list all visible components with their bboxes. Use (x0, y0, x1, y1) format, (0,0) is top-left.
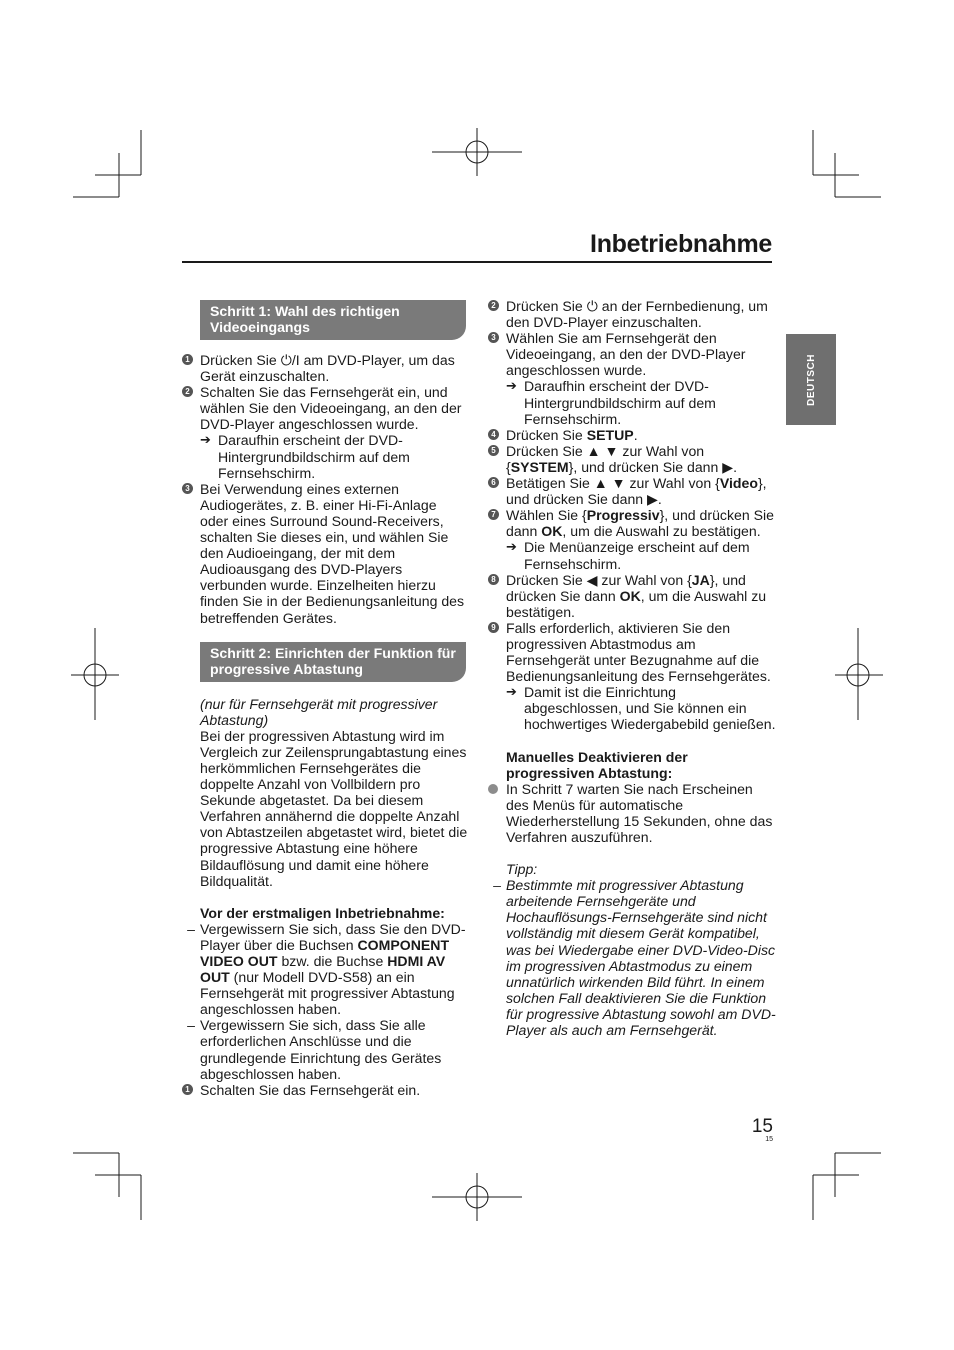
language-tab (786, 334, 836, 425)
power-icon: ⏻/I (280, 352, 300, 368)
page-number: 15 (751, 1116, 773, 1137)
step-number-badge: 6 (488, 477, 499, 488)
s1-step-3: 3 Bei Verwendung eines externen Audiogerätes, z. B. einer Hi-Fi-Anlage oder eines Surround Sound-Receivers, schalten Sie dieses ein, und wählen Sie den Audioeingang, der mit dem Audioausgang des DVD-Players verbunden wurde. Einzelheiten hierzu finden Sie in der Bedienungsanleitung des betreffenden Gerätes. (182, 481, 468, 626)
s2-step-7-result: ➔ Die Menüanzeige erscheint auf dem Fernsehschirm. (506, 539, 750, 572)
requirement-item: – Vergewissern Sie sich, dass Sie alle erforderlichen Anschlüsse und die grundlegende Einrichtung des Gerätes abgeschlossen haben. (187, 1017, 442, 1082)
left-column (182, 300, 468, 1098)
before-first-use-heading: Vor der erstmaligen Inbetriebnahme: (200, 904, 445, 921)
arrow-right-icon: ➔ (200, 432, 211, 448)
step-number-badge: 3 (488, 332, 499, 343)
s1-step-2-result: ➔ Daraufhin erscheint der DVD-Hintergrundbildschirm auf dem Fernsehschirm. (200, 432, 410, 481)
manual-disable-heading: Manuelles Deaktivieren der progressiven Abtastung: (506, 748, 688, 781)
section-1-heading: Schritt 1: Wahl des richtigen Videoeingangs (200, 300, 466, 340)
bullet-icon (488, 784, 498, 794)
step-number-badge: 2 (182, 386, 193, 397)
page-number-small: 15 (765, 1136, 773, 1143)
s2-step-4: 4 Drücken Sie SETUP. (488, 427, 776, 443)
step-number-badge: 1 (182, 1084, 193, 1095)
step-number-badge: 2 (488, 300, 499, 311)
tip-item: – Bestimmte mit progressiver Abtastung arbeitende Fernsehgeräte und Hochauflösungs-Fernsehgeräte sind nicht vollständig mit diesem Gerät kompatibel, was bei Wiedergabe einer DVD-Video-Disc im progressiven Abtastmodus zu einem unnatürlich wirkenden Bild führt. In einem solchen Fall deaktivieren Sie die Funktion für progressive Abtastung sowohl am DVD-Player als auch am Fernsehgerät. (493, 877, 776, 1039)
s2-step-8: 8 Drücken Sie ◀ zur Wahl von {JA}, und drücken Sie dann OK, um die Auswahl zu bestätigen. (488, 572, 776, 620)
step-number-badge: 7 (488, 509, 499, 520)
title-rule (182, 261, 772, 263)
s1-step-1: 1 Drücken Sie ⏻/I am DVD-Player, um das Gerät einzuschalten. (182, 352, 468, 384)
s2-step-6: 6 Betätigen Sie ▲ ▼ zur Wahl von {Video}, und drücken Sie dann ▶. (488, 475, 776, 507)
arrow-right-icon: ➔ (506, 539, 517, 555)
right-column (488, 298, 776, 1038)
language-tab-label: DEUTSCH (805, 353, 817, 406)
power-icon: ⏻ (586, 298, 598, 314)
s2-body: Bei der progressiven Abtastung wird im Vergleich zur Zeilensprungabtastung eines herkömmlichen Fernsehgerätes die doppelte Anzahl von Vollbildern pro Sekunde abgetastet. Da bei diesem Verfahren annähernd die doppelte Anzahl von Abtastzeilen abgetastet wird, bietet die progressive Abtastung eine höhere Bildauflösung und damit eine höhere Bildqualität. (200, 727, 468, 889)
section-2-heading: Schritt 2: Einrichten der Funktion für progressive Abtastung (200, 642, 466, 682)
step-number-badge: 4 (488, 429, 499, 440)
s2-step-5: 5 Drücken Sie ▲ ▼ zur Wahl von {SYSTEM}, und drücken Sie dann ▶. (488, 443, 776, 475)
s2-note: (nur für Fernsehgerät mit progressiver Abtastung) (200, 695, 438, 728)
page-title: Inbetriebnahme (590, 230, 772, 258)
s2-step-3-result: ➔ Daraufhin erscheint der DVD-Hintergrundbildschirm auf dem Fernsehschirm. (506, 378, 716, 427)
s2-step-2: 2 Drücken Sie ⏻ an der Fernbedienung, um den DVD-Player einzuschalten. (488, 298, 776, 330)
s1-step-2: 2 Schalten Sie das Fernsehgerät ein, und wählen Sie den Videoeingang, an den der DVD-Player angeschlossen wurde. (182, 384, 468, 432)
tip-label: Tipp: (506, 861, 538, 878)
s2-step-9-result: ➔ Damit ist die Einrichtung abgeschlossen, und Sie können ein hochwertiges Wiedergabebild genießen. (506, 684, 776, 733)
s2-step-1: 1 Schalten Sie das Fernsehgerät ein. (182, 1082, 468, 1098)
step-number-badge: 8 (488, 574, 499, 585)
requirement-item: – Vergewissern Sie sich, dass Sie den DVD-Player über die Buchsen COMPONENT VIDEO OUT bzw. die Buchse HDMI AV OUT (nur Modell DVD-S58) an ein Fernsehgerät mit progressiver Abtastung angeschlossen haben. (187, 920, 466, 1018)
s2-step-9: 9 Falls erforderlich, aktivieren Sie den progressiven Abtastmodus am Fernsehgerät unter Bezugnahme auf die Bedienungsanleitung des Fernsehgerätes. (488, 620, 776, 684)
step-number-badge: 9 (488, 622, 499, 633)
arrow-right-icon: ➔ (506, 378, 517, 394)
arrow-right-icon: ➔ (506, 684, 517, 700)
manual-disable-item: In Schritt 7 warten Sie nach Erscheinen des Menüs für automatische Wiederherstellung 15 Sekunden, ohne das Verfahren auszuführen. (488, 781, 776, 845)
step-number-badge: 5 (488, 445, 499, 456)
step-number-badge: 1 (182, 354, 193, 365)
step-number-badge: 3 (182, 483, 193, 494)
s2-step-7: 7 Wählen Sie {Progressiv}, und drücken Sie dann OK, um die Auswahl zu bestätigen. (488, 507, 776, 539)
s2-step-3: 3 Wählen Sie am Fernsehgerät den Videoeingang, an den der DVD-Player angeschlossen wurde. (488, 330, 776, 378)
